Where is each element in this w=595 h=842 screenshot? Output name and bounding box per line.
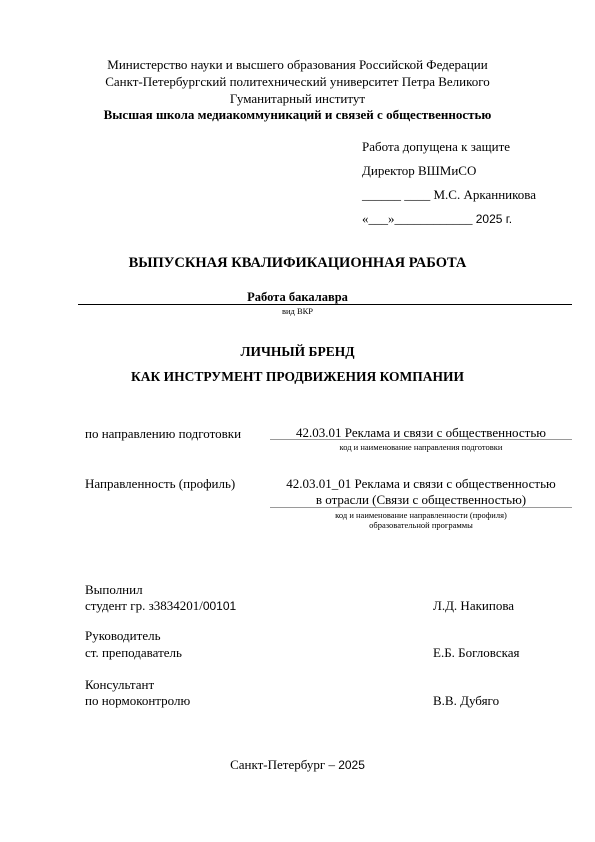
institute-line: Гуманитарный институт — [229, 91, 366, 106]
consultant-name: В.В. Дубяго — [433, 693, 500, 708]
supervisor-position: ст. преподаватель — [85, 645, 182, 660]
profile-caption-line-2: образовательной программы — [369, 520, 473, 530]
profile-underline — [270, 507, 572, 508]
director-name: М.С. Арканникова — [433, 187, 537, 202]
date-line: «___»____________ — [362, 211, 473, 226]
direction-underline — [270, 439, 572, 440]
university-line: Санкт-Петербургский политехнический университет Петра Великого — [105, 74, 490, 89]
student-group — [85, 598, 236, 614]
approval-admitted: Работа допущена к защите — [362, 139, 511, 154]
topic-line-1: ЛИЧНЫЙ БРЕНД — [240, 344, 355, 359]
direction-label: по направлению подготовки — [85, 426, 242, 441]
student-group-number: 00101 — [202, 599, 237, 613]
school-line: Высшая школа медиакоммуникаций и связей с общественностью — [103, 107, 492, 122]
consultant-position: по нормоконтролю — [85, 693, 191, 708]
work-type-underline — [78, 304, 572, 305]
work-type-caption: вид ВКР — [281, 306, 314, 316]
supervisor-name: Е.Б. Богловская — [433, 645, 520, 660]
student-role: Выполнил — [85, 582, 143, 597]
topic-line-2: КАК ИНСТРУМЕНТ ПРОДВИЖЕНИЯ КОМПАНИИ — [130, 369, 465, 384]
footer-city: Санкт-Петербург – — [230, 757, 339, 772]
supervisor-role: Руководитель — [85, 628, 161, 643]
date-year: 2025 г. — [475, 212, 513, 226]
ministry-line: Министерство науки и высшего образования Российской Федерации — [107, 57, 488, 72]
approval-signature-row — [362, 187, 536, 202]
footer-year: 2025 — [338, 758, 365, 772]
document-title: ВЫПУСКНАЯ КВАЛИФИКАЦИОННАЯ РАБОТА — [128, 255, 467, 271]
footer-city-year — [0, 757, 595, 773]
work-type: Работа бакалавра — [247, 290, 348, 304]
profile-label: Направленность (профиль) — [85, 476, 236, 491]
direction-value: 42.03.01 Реклама и связи с общественностью — [296, 425, 546, 440]
student-group-prefix: студент гр. з3834201/ — [85, 598, 203, 613]
profile-caption-line-1: код и наименование направленности (профиля) — [335, 510, 507, 520]
profile-value-line-2: в отрасли (Связи с общественностью) — [315, 492, 527, 507]
profile-value-line-1: 42.03.01_01 Реклама и связи с общественностью — [286, 476, 556, 491]
student-name: Л.Д. Накипова — [433, 598, 515, 613]
signature-line: ______ ____ — [362, 187, 431, 202]
approval-director: Директор ВШМиСО — [362, 163, 477, 178]
direction-caption: код и наименование направления подготовки — [339, 442, 503, 452]
consultant-role: Консультант — [85, 677, 155, 692]
approval-date-row — [362, 211, 512, 227]
